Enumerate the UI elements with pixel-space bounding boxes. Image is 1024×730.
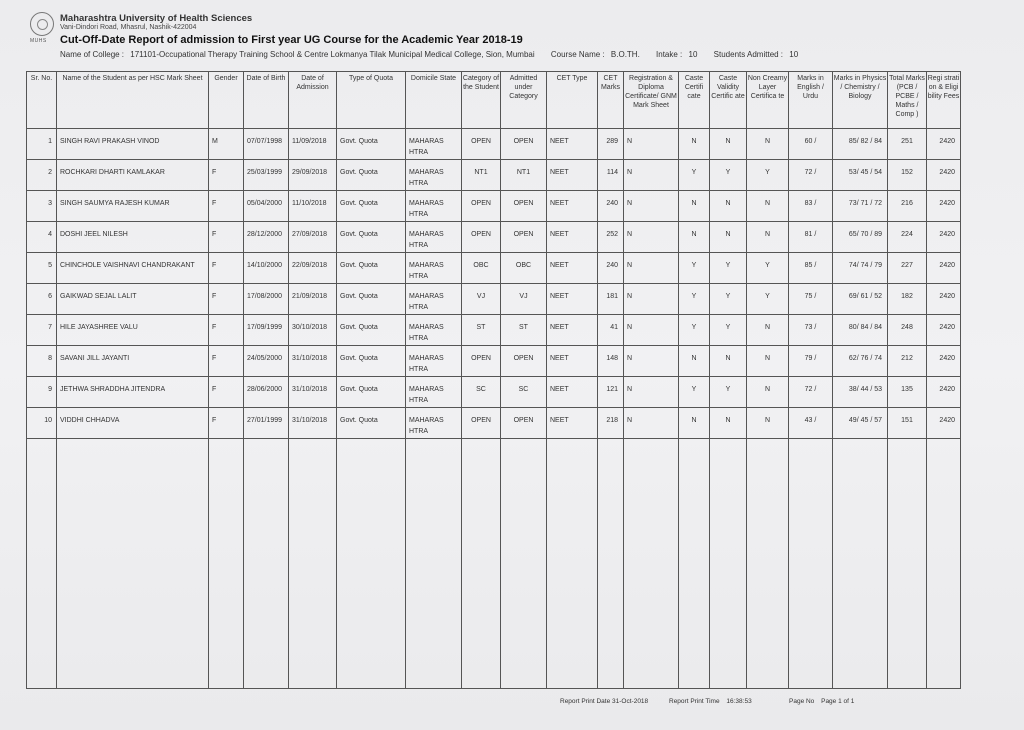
cell-category: OBC [462, 253, 501, 284]
cell-cet-marks: 114 [598, 160, 624, 191]
cell-pcb: 62/ 76 / 74 [833, 346, 888, 377]
cell-category: ST [462, 315, 501, 346]
col-header: Date of Birth [244, 72, 289, 129]
cell-cet-marks: 240 [598, 191, 624, 222]
cell-validity: Y [710, 284, 747, 315]
col-header: Sr. No. [27, 72, 57, 129]
cell-doa: 11/09/2018 [289, 129, 337, 160]
cell-cet-marks: 289 [598, 129, 624, 160]
print-time: Report Print Time 16:38:53 [669, 698, 752, 705]
cell-cet-type: NEET [547, 253, 598, 284]
col-header: Caste Validity Certific ate [710, 72, 747, 129]
cell-sr: 1 [27, 129, 57, 160]
admissions-table [26, 71, 961, 689]
table-row [27, 315, 961, 346]
cell-doa: 31/10/2018 [289, 346, 337, 377]
cell-pcb: 80/ 84 / 84 [833, 315, 888, 346]
cell-cet-marks: 181 [598, 284, 624, 315]
cell-category: OPEN [462, 408, 501, 439]
col-header: Non Creamy Layer Certifica te [747, 72, 789, 129]
course-label: Course Name : [550, 50, 605, 59]
empty-filler-row [27, 439, 961, 689]
table-header-row [27, 72, 961, 129]
cell-validity: N [710, 346, 747, 377]
cell-dob: 24/05/2000 [244, 346, 289, 377]
cell-sr: 3 [27, 191, 57, 222]
cell-sr: 4 [27, 222, 57, 253]
course-name: B.O.TH. [610, 50, 640, 59]
cell-admitted: OPEN [501, 129, 547, 160]
cell-validity: N [710, 408, 747, 439]
cell-cet-marks: 218 [598, 408, 624, 439]
cell-dob: 28/06/2000 [244, 377, 289, 408]
cell-pcb: 69/ 61 / 52 [833, 284, 888, 315]
cell-cet-marks: 252 [598, 222, 624, 253]
cell-dob: 14/10/2000 [244, 253, 289, 284]
cell-english: 72 / [789, 160, 833, 191]
cell-sr: 5 [27, 253, 57, 284]
col-header: CET Marks [598, 72, 624, 129]
admitted-value: 10 [789, 50, 799, 59]
cell-category: OPEN [462, 222, 501, 253]
cell-gender: F [209, 346, 244, 377]
cell-domicile: MAHARAS HTRA [406, 315, 462, 346]
cell-fees: 2420 [927, 377, 961, 408]
cell-reg: N [624, 191, 679, 222]
cell-caste: N [679, 408, 710, 439]
cell-validity: Y [710, 160, 747, 191]
cell-pcb: 38/ 44 / 53 [833, 377, 888, 408]
cell-ncl: N [747, 315, 789, 346]
cell-category: OPEN [462, 191, 501, 222]
report-title: Cut-Off-Date Report of admission to First year UG Course for the Academic Year 2018-19 [60, 34, 523, 46]
col-header: Caste Certifi cate [679, 72, 710, 129]
cell-quota: Govt. Quota [337, 222, 406, 253]
cell-gender: F [209, 284, 244, 315]
cell-admitted: OPEN [501, 222, 547, 253]
col-header: Total Marks (PCB / PCBE / Maths / Comp ) [888, 72, 927, 129]
cell-admitted: ST [501, 315, 547, 346]
cell-validity: N [710, 191, 747, 222]
cell-doa: 31/10/2018 [289, 408, 337, 439]
col-header: Regi strati on & Eligi bility Fees [927, 72, 961, 129]
cell-doa: 30/10/2018 [289, 315, 337, 346]
cell-caste: N [679, 346, 710, 377]
cell-quota: Govt. Quota [337, 253, 406, 284]
cell-domicile: MAHARAS HTRA [406, 191, 462, 222]
university-name: Maharashtra University of Health Sciences [60, 13, 253, 24]
cell-doa: 31/10/2018 [289, 377, 337, 408]
cell-quota: Govt. Quota [337, 160, 406, 191]
college-name: 171101-Occupational Therapy Training School & Centre Lokmanya Tilak Municipal Medical College, Sion, Mumbai [130, 50, 535, 59]
cell-ncl: N [747, 346, 789, 377]
cell-cet-type: NEET [547, 129, 598, 160]
cell-quota: Govt. Quota [337, 377, 406, 408]
cell-validity: N [710, 222, 747, 253]
cell-domicile: MAHARAS HTRA [406, 284, 462, 315]
table-row [27, 284, 961, 315]
cell-domicile: MAHARAS HTRA [406, 160, 462, 191]
cell-caste: Y [679, 377, 710, 408]
cell-fees: 2420 [927, 191, 961, 222]
cell-cet-marks: 121 [598, 377, 624, 408]
intake-value: 10 [688, 50, 698, 59]
cell-validity: Y [710, 315, 747, 346]
cell-sr: 6 [27, 284, 57, 315]
cell-reg: N [624, 377, 679, 408]
cell-cet-type: NEET [547, 315, 598, 346]
cell-reg: N [624, 222, 679, 253]
cell-caste: Y [679, 315, 710, 346]
cell-english: 83 / [789, 191, 833, 222]
cell-fees: 2420 [927, 284, 961, 315]
cell-name: HILE JAYASHREE VALU [57, 315, 209, 346]
cell-pcb: 49/ 45 / 57 [833, 408, 888, 439]
cell-sr: 9 [27, 377, 57, 408]
cell-reg: N [624, 284, 679, 315]
cell-sr: 10 [27, 408, 57, 439]
cell-pcb: 73/ 71 / 72 [833, 191, 888, 222]
cell-doa: 11/10/2018 [289, 191, 337, 222]
cell-name: GAIKWAD SEJAL LALIT [57, 284, 209, 315]
col-header: Name of the Student as per HSC Mark Sheet [57, 72, 209, 129]
cell-category: NT1 [462, 160, 501, 191]
college-label: Name of College : [60, 50, 125, 59]
cell-pcb: 74/ 74 / 79 [833, 253, 888, 284]
cell-caste: N [679, 191, 710, 222]
cell-caste: N [679, 129, 710, 160]
cell-doa: 21/09/2018 [289, 284, 337, 315]
table-row [27, 129, 961, 160]
cell-cet-type: NEET [547, 284, 598, 315]
cell-gender: F [209, 191, 244, 222]
cell-category: SC [462, 377, 501, 408]
cell-ncl: N [747, 191, 789, 222]
cell-fees: 2420 [927, 253, 961, 284]
cell-validity: N [710, 129, 747, 160]
cell-cet-type: NEET [547, 408, 598, 439]
cell-ncl: N [747, 222, 789, 253]
cell-cet-type: NEET [547, 346, 598, 377]
cell-name: ROCHKARI DHARTI KAMLAKAR [57, 160, 209, 191]
cell-english: 85 / [789, 253, 833, 284]
cell-gender: F [209, 315, 244, 346]
cell-cet-marks: 240 [598, 253, 624, 284]
cell-sr: 2 [27, 160, 57, 191]
col-header: Gender [209, 72, 244, 129]
cell-cet-type: NEET [547, 191, 598, 222]
col-header: Marks in Physics / Chemistry / Biology [833, 72, 888, 129]
cell-quota: Govt. Quota [337, 315, 406, 346]
cell-gender: F [209, 160, 244, 191]
cell-english: 73 / [789, 315, 833, 346]
cell-reg: N [624, 346, 679, 377]
cell-dob: 28/12/2000 [244, 222, 289, 253]
cell-name: CHINCHOLE VAISHNAVI CHANDRAKANT [57, 253, 209, 284]
cell-english: 75 / [789, 284, 833, 315]
cell-admitted: SC [501, 377, 547, 408]
col-header: Date of Admission [289, 72, 337, 129]
cell-cet-marks: 148 [598, 346, 624, 377]
cell-ncl: N [747, 377, 789, 408]
cell-admitted: OBC [501, 253, 547, 284]
university-address: Vani-Dindori Road, Mhasrul, Nashik-422004 [60, 24, 197, 31]
cell-caste: Y [679, 253, 710, 284]
cell-cet-marks: 41 [598, 315, 624, 346]
cell-total: 248 [888, 315, 927, 346]
cell-domicile: MAHARAS HTRA [406, 346, 462, 377]
cell-gender: F [209, 253, 244, 284]
cell-pcb: 53/ 45 / 54 [833, 160, 888, 191]
cell-pcb: 65/ 70 / 89 [833, 222, 888, 253]
cell-total: 182 [888, 284, 927, 315]
cell-caste: N [679, 222, 710, 253]
cell-dob: 17/08/2000 [244, 284, 289, 315]
cell-ncl: N [747, 408, 789, 439]
cell-dob: 17/09/1999 [244, 315, 289, 346]
col-header: Registration & Diploma Certificate/ GNM Mark Sheet [624, 72, 679, 129]
cell-quota: Govt. Quota [337, 284, 406, 315]
cell-dob: 05/04/2000 [244, 191, 289, 222]
cell-total: 251 [888, 129, 927, 160]
cell-admitted: OPEN [501, 191, 547, 222]
cell-domicile: MAHARAS HTRA [406, 222, 462, 253]
cell-english: 60 / [789, 129, 833, 160]
cell-cet-type: NEET [547, 222, 598, 253]
cell-quota: Govt. Quota [337, 408, 406, 439]
cell-caste: Y [679, 284, 710, 315]
col-header: CET Type [547, 72, 598, 129]
table-row [27, 346, 961, 377]
admitted-label: Students Admitted : [713, 50, 784, 59]
cell-total: 135 [888, 377, 927, 408]
table-body [27, 129, 961, 689]
page-number: Page No Page 1 of 1 [789, 698, 855, 705]
cell-domicile: MAHARAS HTRA [406, 129, 462, 160]
table-row [27, 377, 961, 408]
cell-total: 151 [888, 408, 927, 439]
cell-admitted: OPEN [501, 346, 547, 377]
table-row [27, 160, 961, 191]
cell-domicile: MAHARAS HTRA [406, 253, 462, 284]
cell-category: VJ [462, 284, 501, 315]
cell-name: SINGH SAUMYA RAJESH KUMAR [57, 191, 209, 222]
cell-category: OPEN [462, 346, 501, 377]
cell-reg: N [624, 253, 679, 284]
cell-gender: M [209, 129, 244, 160]
cell-cet-type: NEET [547, 160, 598, 191]
cell-admitted: OPEN [501, 408, 547, 439]
cell-fees: 2420 [927, 346, 961, 377]
college-line [60, 50, 802, 59]
cell-reg: N [624, 315, 679, 346]
cell-doa: 29/09/2018 [289, 160, 337, 191]
cell-name: VIDDHI CHHADVA [57, 408, 209, 439]
cell-category: OPEN [462, 129, 501, 160]
cell-fees: 2420 [927, 160, 961, 191]
cell-caste: Y [679, 160, 710, 191]
logo-caption: MUHS [30, 38, 47, 44]
cell-validity: Y [710, 377, 747, 408]
cell-quota: Govt. Quota [337, 129, 406, 160]
print-date: Report Print Date 31-Oct-2018 [560, 698, 649, 705]
cell-dob: 07/07/1998 [244, 129, 289, 160]
cell-gender: F [209, 377, 244, 408]
cell-gender: F [209, 222, 244, 253]
cell-total: 227 [888, 253, 927, 284]
cell-sr: 7 [27, 315, 57, 346]
cell-english: 72 / [789, 377, 833, 408]
cell-reg: N [624, 160, 679, 191]
cell-reg: N [624, 129, 679, 160]
cell-fees: 2420 [927, 408, 961, 439]
cell-sr: 8 [27, 346, 57, 377]
table-row [27, 408, 961, 439]
cell-quota: Govt. Quota [337, 191, 406, 222]
cell-pcb: 85/ 82 / 84 [833, 129, 888, 160]
cell-validity: Y [710, 253, 747, 284]
cell-english: 81 / [789, 222, 833, 253]
intake-label: Intake : [656, 50, 683, 59]
cell-admitted: NT1 [501, 160, 547, 191]
table-row [27, 222, 961, 253]
col-header: Marks in English / Urdu [789, 72, 833, 129]
cell-dob: 25/03/1999 [244, 160, 289, 191]
cell-ncl: Y [747, 253, 789, 284]
cell-total: 212 [888, 346, 927, 377]
cell-name: SINGH RAVI PRAKASH VINOD [57, 129, 209, 160]
cell-reg: N [624, 408, 679, 439]
cell-fees: 2420 [927, 129, 961, 160]
cell-english: 43 / [789, 408, 833, 439]
cell-name: JETHWA SHRADDHA JITENDRA [57, 377, 209, 408]
cell-quota: Govt. Quota [337, 346, 406, 377]
cell-admitted: VJ [501, 284, 547, 315]
col-header: Admitted under Category [501, 72, 547, 129]
cell-domicile: MAHARAS HTRA [406, 377, 462, 408]
col-header: Category of the Student [462, 72, 501, 129]
table-row [27, 253, 961, 284]
cell-total: 216 [888, 191, 927, 222]
col-header: Domicile State [406, 72, 462, 129]
cell-domicile: MAHARAS HTRA [406, 408, 462, 439]
cell-doa: 22/09/2018 [289, 253, 337, 284]
cell-doa: 27/09/2018 [289, 222, 337, 253]
cell-total: 152 [888, 160, 927, 191]
table-row [27, 191, 961, 222]
cell-ncl: N [747, 129, 789, 160]
cell-ncl: Y [747, 284, 789, 315]
cell-name: SAVANI JILL JAYANTI [57, 346, 209, 377]
university-logo-icon [30, 12, 54, 36]
cell-fees: 2420 [927, 315, 961, 346]
cell-ncl: Y [747, 160, 789, 191]
cell-gender: F [209, 408, 244, 439]
cell-cet-type: NEET [547, 377, 598, 408]
cell-english: 79 / [789, 346, 833, 377]
cell-total: 224 [888, 222, 927, 253]
cell-dob: 27/01/1999 [244, 408, 289, 439]
cell-name: DOSHI JEEL NILESH [57, 222, 209, 253]
col-header: Type of Quota [337, 72, 406, 129]
cell-fees: 2420 [927, 222, 961, 253]
